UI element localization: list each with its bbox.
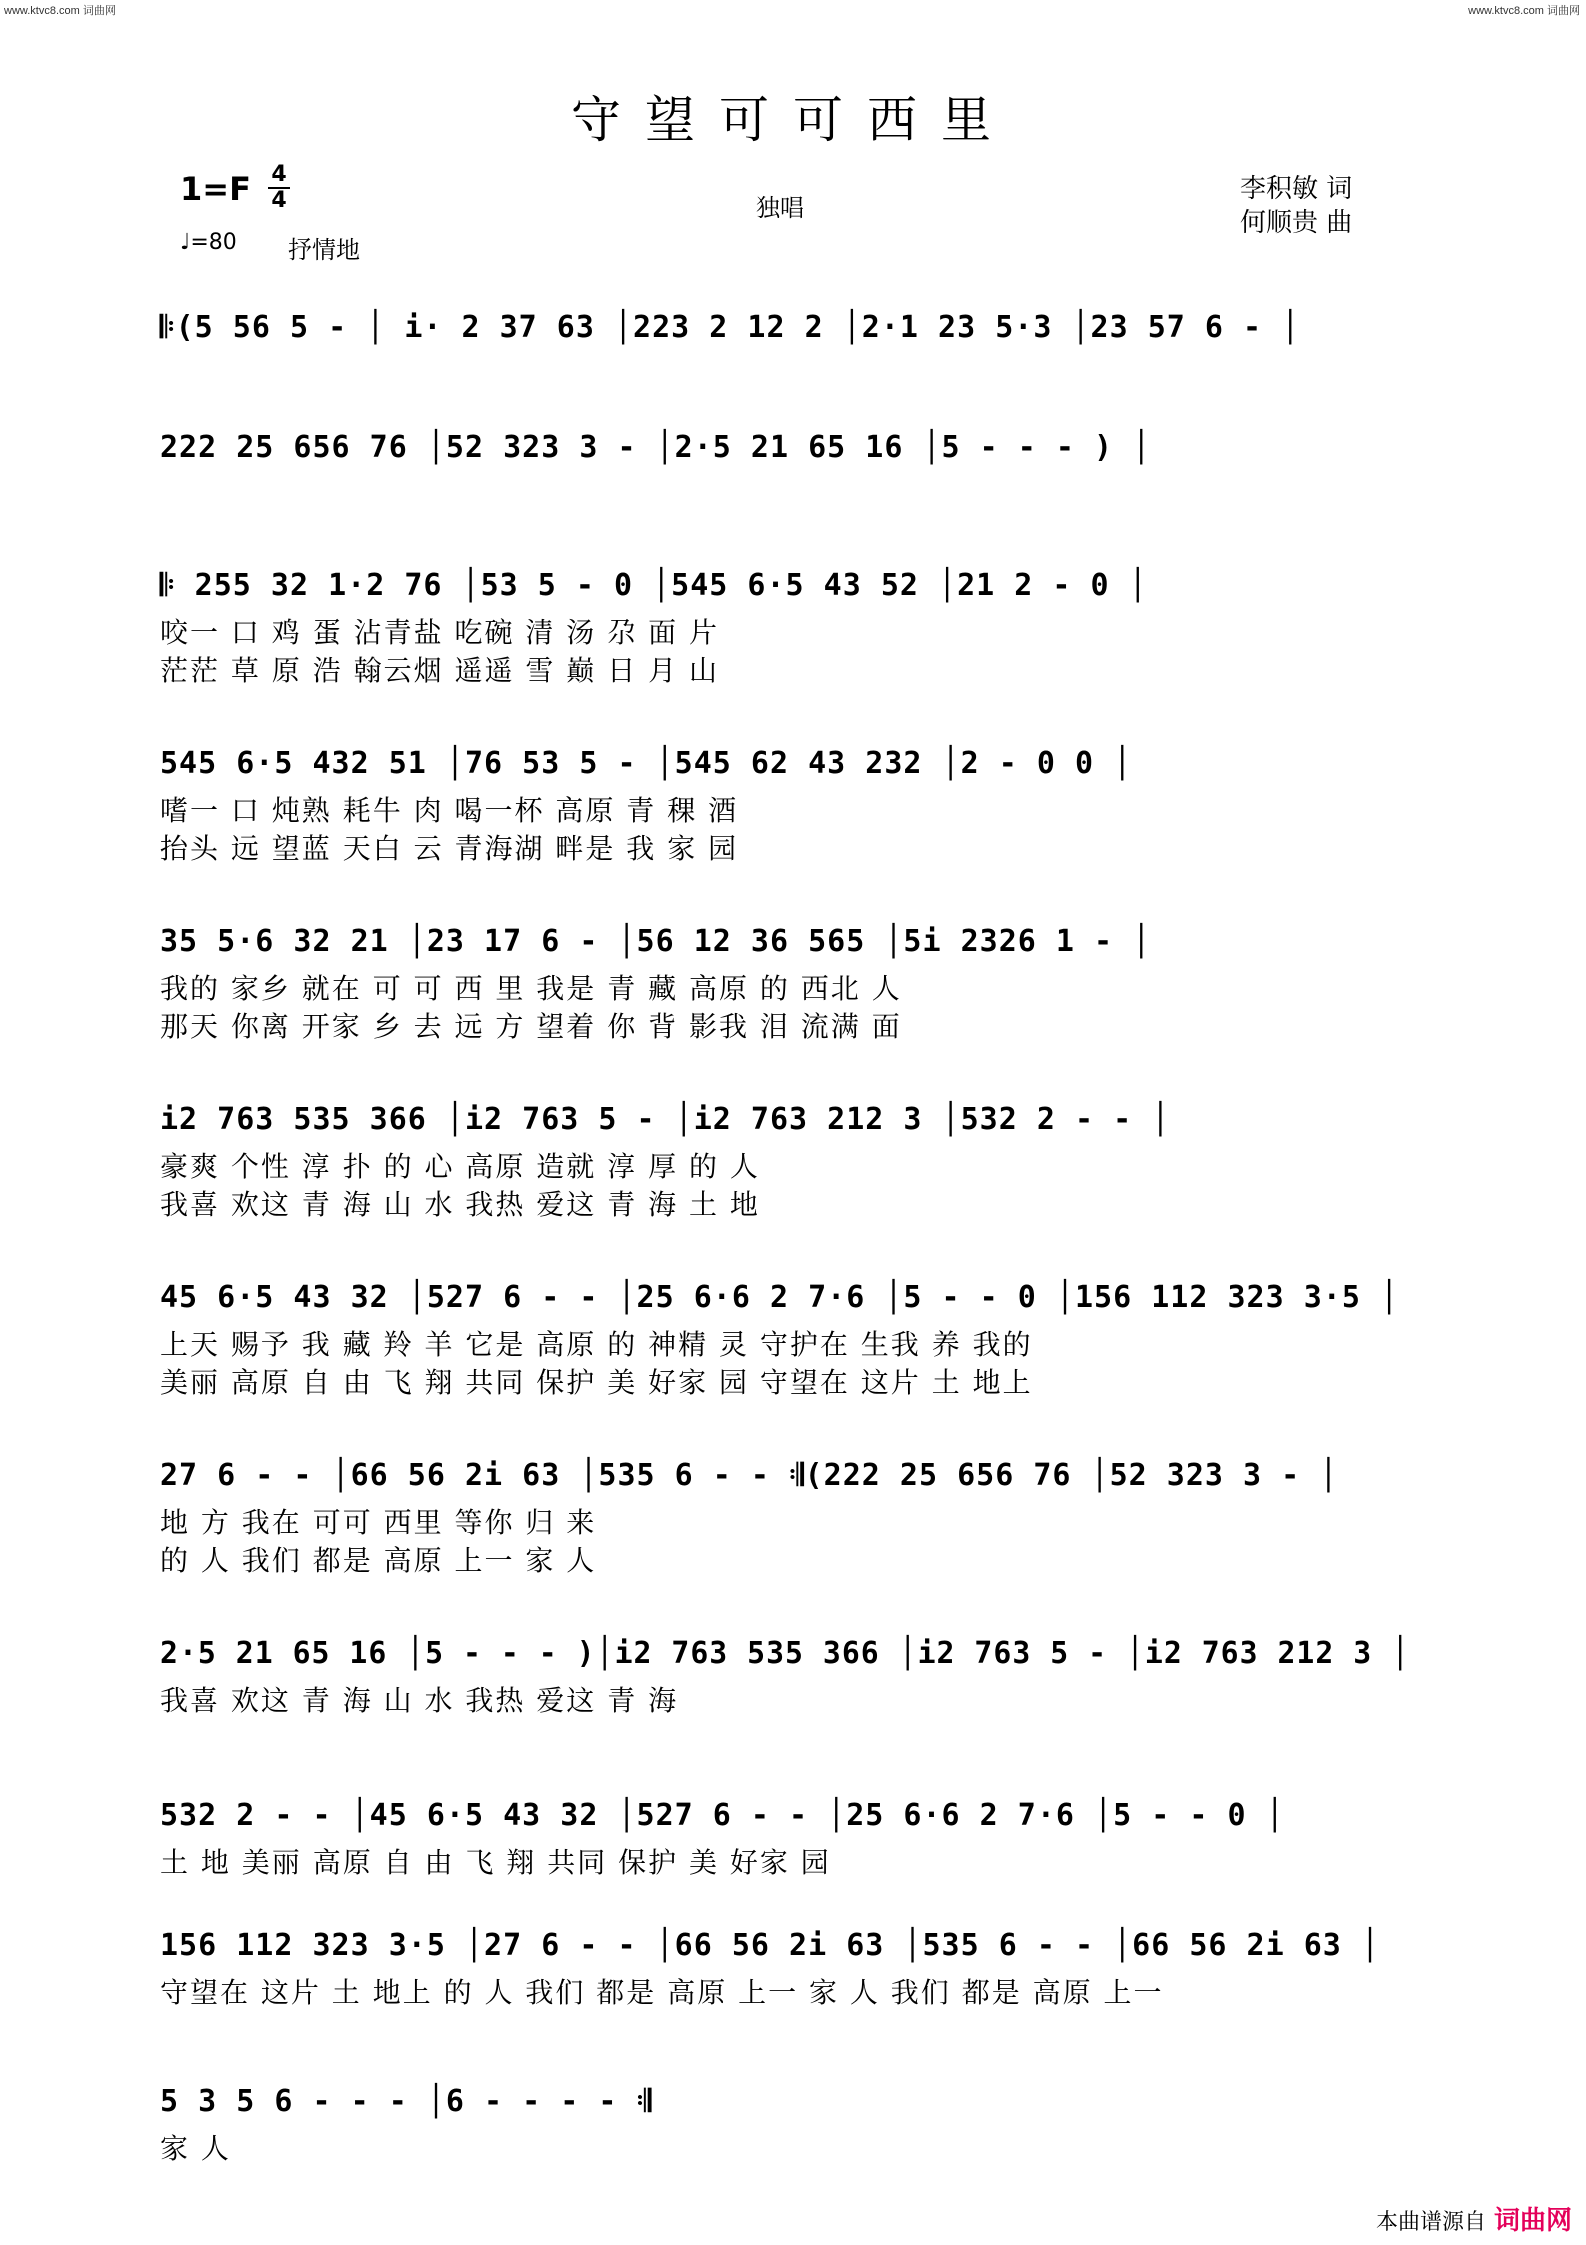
footer <box>1376 2200 1572 2237</box>
staff-system <box>160 1270 1430 1402</box>
expression-mark: 抒情地 <box>288 236 360 264</box>
watermark-right: www.ktvc8.com 词曲网 <box>1468 5 1580 17</box>
tempo-mark: ♩=80 <box>180 230 237 255</box>
watermark-left: www.ktvc8.com 词曲网 <box>4 5 116 17</box>
lyric-line: 上天 赐予 我 藏 羚 羊 它是 高原 的 神精 灵 守护在 生我 养 我的 <box>160 1328 1033 1361</box>
lyric-line: 地 方 我在 可可 西里 等你 归 来 <box>160 1506 597 1539</box>
staff-system <box>160 736 1430 868</box>
notation-line: 532 2 - - │45 6·5 43 32 │527 6 - - │25 6·6 2 7·6 │5 - - 0 │ <box>160 1798 1285 1833</box>
lyric-line: 嗜一 口 炖熟 耗牛 肉 喝一杯 高原 青 稞 酒 <box>160 794 739 827</box>
notation-line: 545 6·5 432 51 │76 53 5 - │545 62 43 232 │2 - 0 0 │ <box>160 746 1133 781</box>
footer-source: 本曲谱源自 <box>1375 2210 1486 2235</box>
time-signature <box>268 164 290 212</box>
lyric-line: 我喜 欢这 青 海 山 水 我热 爱这 青 海 土 地 <box>160 1188 760 1221</box>
performance-type: 独唱 <box>756 194 804 222</box>
notation-line: 5 3 5 6 - - - │6 - - - - 𝄇 <box>160 2084 653 2119</box>
staff-system <box>160 300 1430 356</box>
credits <box>1240 172 1352 240</box>
notation-line: 45 6·5 43 32 │527 6 - - │25 6·6 2 7·6 │5 - - 0 │156 112 323 3·5 │ <box>160 1280 1399 1315</box>
lyric-line: 咬一 口 鸡 蛋 沾青盐 吃碗 清 汤 尕 面 片 <box>160 616 720 649</box>
staff-system <box>160 2074 1430 2168</box>
staff-system <box>160 1092 1430 1224</box>
notation-line: 156 112 323 3·5 │27 6 - - │66 56 2i 63 │535 6 - - │66 56 2i 63 │ <box>160 1928 1380 1963</box>
lyric-line: 家 人 <box>160 2132 231 2165</box>
lyric-line: 抬头 远 望蓝 天白 云 青海湖 畔是 我 家 园 <box>160 832 739 865</box>
lyric-line: 我的 家乡 就在 可 可 西 里 我是 青 藏 高原 的 西北 人 <box>160 972 902 1005</box>
lyric-line: 那天 你离 开家 乡 去 远 方 望着 你 背 影我 泪 流满 面 <box>160 1010 902 1043</box>
notation-line: 𝄆 255 32 1·2 76 │53 5 - 0 │545 6·5 43 52 │21 2 - 0 │ <box>160 568 1148 603</box>
notation-line: 222 25 656 76 │52 323 3 - │2·5 21 65 16 │5 - - - ) │ <box>160 430 1152 465</box>
notation-line: 𝄆(5 56 5 - │ i· 2 37 63 │223 2 12 2 │2·1 23 5·3 │23 57 6 - │ <box>160 310 1301 345</box>
staff-system <box>160 1626 1430 1720</box>
lyric-line: 的 人 我们 都是 高原 上一 家 人 <box>160 1544 597 1577</box>
notation-line: i2 763 535 366 │i2 763 5 - │i2 763 212 3 │532 2 - - │ <box>160 1102 1171 1137</box>
notation-line: 35 5·6 32 21 │23 17 6 - │56 12 36 565 │5i 2326 1 - │ <box>160 924 1152 959</box>
time-signature-bottom: 4 <box>271 188 287 213</box>
notation-line: 27 6 - - │66 56 2i 63 │535 6 - - 𝄇(222 25 656 76 │52 323 3 - │ <box>160 1458 1339 1493</box>
staff-system <box>160 914 1430 1046</box>
staff-system <box>160 1918 1430 2012</box>
lyric-line: 茫茫 草 原 浩 翰云烟 遥遥 雪 巅 日 月 山 <box>160 654 720 687</box>
song-title: 守望可可西里 <box>571 91 1015 149</box>
staff-system <box>160 420 1430 476</box>
lyricist: 李积敏 词 <box>1240 174 1353 204</box>
lyric-line: 守望在 这片 土 地上 的 人 我们 都是 高原 上一 家 人 我们 都是 高原 上一 <box>160 1976 1164 2009</box>
key-signature: 1=F <box>180 170 251 208</box>
composer: 何顺贵 曲 <box>1240 208 1353 238</box>
lyric-line: 豪爽 个性 淳 扑 的 心 高原 造就 淳 厚 的 人 <box>160 1150 760 1183</box>
lyric-line: 我喜 欢这 青 海 山 水 我热 爱这 青 海 <box>160 1684 679 1717</box>
notation-line: 2·5 21 65 16 │5 - - - )│i2 763 535 366 │i2 763 5 - │i2 763 212 3 │ <box>160 1636 1411 1671</box>
lyric-line: 美丽 高原 自 由 飞 翔 共同 保护 美 好家 园 守望在 这片 土 地上 <box>160 1366 1033 1399</box>
time-signature-top: 4 <box>271 162 287 187</box>
staff-system <box>160 558 1430 690</box>
staff-system <box>160 1788 1430 1882</box>
footer-brand: 词曲网 <box>1493 2205 1572 2235</box>
staff-system <box>160 1448 1430 1580</box>
lyric-line: 土 地 美丽 高原 自 由 飞 翔 共同 保护 美 好家 园 <box>160 1846 831 1879</box>
